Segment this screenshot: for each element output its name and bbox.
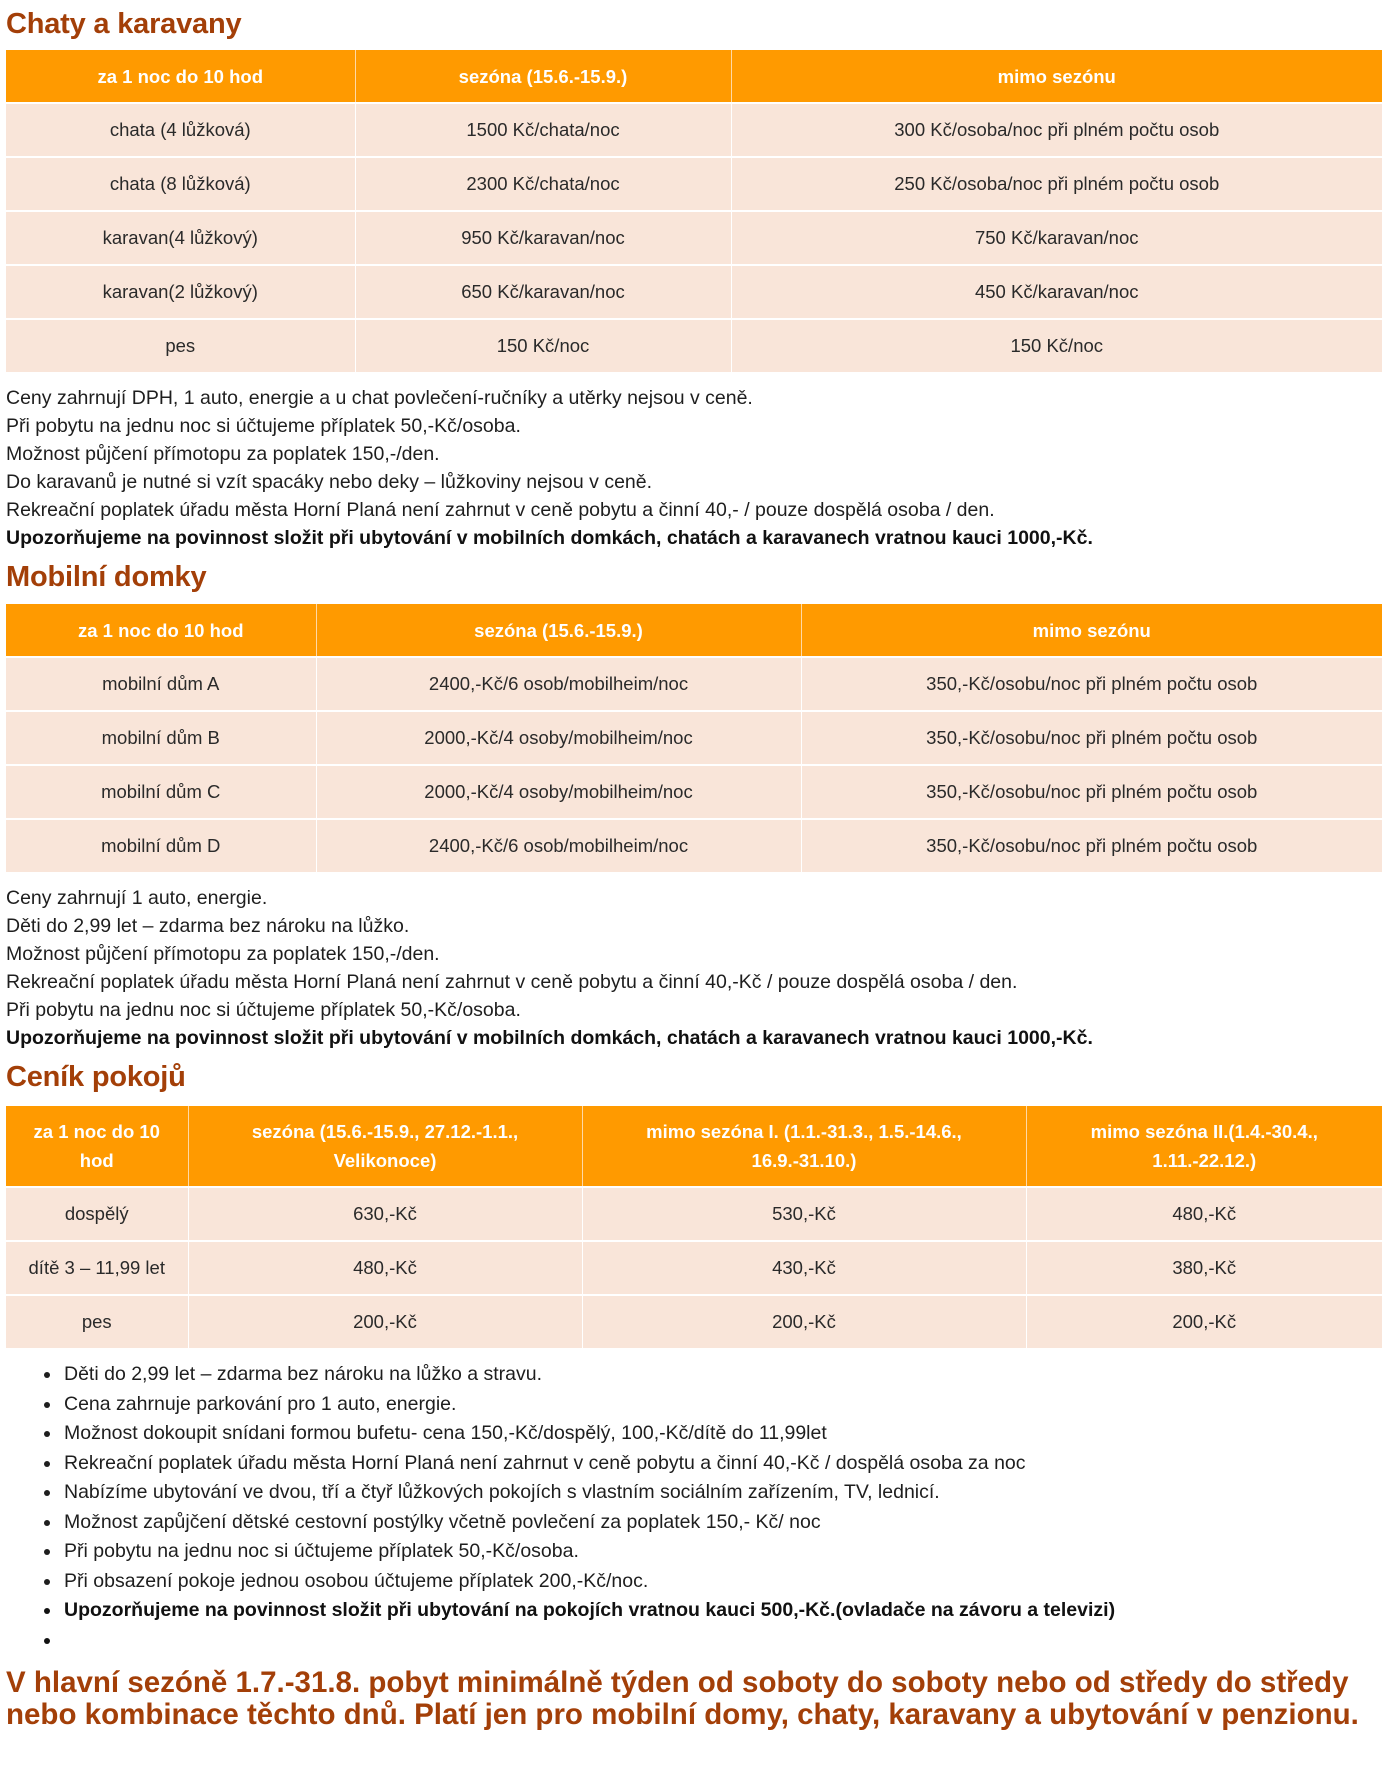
pokoje-price-table <box>6 1106 1382 1348</box>
pokoje-info-list <box>6 1348 1382 1655</box>
table-cell: mobilní dům B <box>6 711 316 765</box>
note-line: Při pobytu na jednu noc si účtujeme příplatek 50,-Kč/osoba. <box>6 999 521 1021</box>
chaty-price-table <box>6 50 1382 372</box>
table-row <box>6 765 1382 819</box>
table-cell: 380,-Kč <box>1026 1241 1382 1295</box>
table-cell: 2000,-Kč/4 osoby/mobilheim/noc <box>316 765 801 819</box>
list-item: • Rekreační poplatek úřadu města Horní Planá není zahrnut v ceně pobytu a činní 40,-Kč / dospělá osoba za noc <box>62 1449 1382 1479</box>
chaty-notes <box>6 372 1382 552</box>
list-item: • Nabízíme ubytování ve dvou, tří a čtyř lůžkových pokojích s vlastním sociálním zařízením, TV, lednicí. <box>62 1478 1382 1508</box>
column-header: sezóna (15.6.-15.9.) <box>355 50 731 103</box>
list-item: • Možnost zapůjčení dětské cestovní postýlky včetně povlečení za poplatek 150,- Kč/ noc <box>62 1508 1382 1538</box>
table-row <box>6 657 1382 711</box>
list-item: • Při obsazení pokoje jednou osobou účtujeme příplatek 200,-Kč/noc. <box>62 1567 1382 1597</box>
section-title-mobilni-domky: Mobilní domky <box>6 561 207 593</box>
table-cell: 250 Kč/osoba/noc při plném počtu osob <box>731 157 1382 211</box>
table-cell: 430,-Kč <box>582 1241 1026 1295</box>
table-header-row <box>6 604 1382 657</box>
table-cell: 480,-Kč <box>188 1241 582 1295</box>
table-cell: 200,-Kč <box>582 1295 1026 1348</box>
table-cell: 480,-Kč <box>1026 1187 1382 1241</box>
table-row <box>6 265 1382 319</box>
table-cell: 1500 Kč/chata/noc <box>355 103 731 157</box>
note-line: Rekreační poplatek úřadu města Horní Planá není zahrnut v ceně pobytu a činní 40,- / pouze dospělá osoba / den. <box>6 499 995 521</box>
table-cell: 350,-Kč/osobu/noc při plném počtu osob <box>801 657 1382 711</box>
list-item: • Děti do 2,99 let – zdarma bez nároku na lůžko a stravu. <box>62 1360 1382 1390</box>
table-row <box>6 819 1382 872</box>
table-cell: 200,-Kč <box>188 1295 582 1348</box>
table-cell: dospělý <box>6 1187 188 1241</box>
note-line: Ceny zahrnují 1 auto, energie. <box>6 887 268 909</box>
table-row <box>6 103 1382 157</box>
list-item: • Při pobytu na jednu noc si účtujeme příplatek 50,-Kč/osoba. <box>62 1537 1382 1567</box>
table-row <box>6 1187 1382 1241</box>
note-line: Děti do 2,99 let – zdarma bez nároku na lůžko. <box>6 915 410 937</box>
table-cell: 650 Kč/karavan/noc <box>355 265 731 319</box>
column-header: za 1 noc do 10 hod <box>6 50 355 103</box>
section-title-chaty: Chaty a karavany <box>6 8 242 40</box>
table-header-row <box>6 1106 1382 1187</box>
section-title-cenik-pokoju: Ceník pokojů <box>6 1061 186 1093</box>
column-header: mimo sezónu <box>731 50 1382 103</box>
deposit-notice: Upozorňujeme na povinnost složit při ubytování v mobilních domkách, chatách a karavanech vratnou kauci 1000,-Kč. <box>6 527 1093 549</box>
main-season-notice: V hlavní sezóně 1.7.-31.8. pobyt minimálně týden od soboty do soboty nebo od středy do středy nebo kombinace těchto dnů. Platí jen pro mobilní domy, chaty, karavany a ubytování v penzionu. <box>6 1666 1359 1731</box>
column-header: mimo sezóna I. (1.1.-31.3., 1.5.-14.6., 16.9.-31.10.) <box>582 1106 1026 1187</box>
table-cell: pes <box>6 1295 188 1348</box>
table-row <box>6 211 1382 265</box>
column-header: za 1 noc do 10 hod <box>6 1106 188 1187</box>
table-cell: 530,-Kč <box>582 1187 1026 1241</box>
note-line: Rekreační poplatek úřadu města Horní Planá není zahrnut v ceně pobytu a činní 40,-Kč / pouze dospělá osoba / den. <box>6 971 1018 993</box>
deposit-notice: Upozorňujeme na povinnost složit při ubytování v mobilních domkách, chatách a karavanech vratnou kauci 1000,-Kč. <box>6 1027 1093 1049</box>
column-header: za 1 noc do 10 hod <box>6 604 316 657</box>
table-cell: karavan(2 lůžkový) <box>6 265 355 319</box>
table-cell: 630,-Kč <box>188 1187 582 1241</box>
table-row <box>6 319 1382 372</box>
table-cell: mobilní dům C <box>6 765 316 819</box>
table-cell: 300 Kč/osoba/noc při plném počtu osob <box>731 103 1382 157</box>
note-line: Možnost půjčení přímotopu za poplatek 150,-/den. <box>6 943 440 965</box>
column-header: sezóna (15.6.-15.9.) <box>316 604 801 657</box>
table-row <box>6 1241 1382 1295</box>
table-cell: 350,-Kč/osobu/noc při plném počtu osob <box>801 711 1382 765</box>
table-cell: mobilní dům D <box>6 819 316 872</box>
mobilni-domky-notes <box>6 872 1382 1052</box>
table-cell: pes <box>6 319 355 372</box>
mobilni-domky-price-table <box>6 604 1382 872</box>
table-cell: 2400,-Kč/6 osob/mobilheim/noc <box>316 657 801 711</box>
note-line: Ceny zahrnují DPH, 1 auto, energie a u chat povlečení-ručníky a utěrky nejsou v ceně. <box>6 387 753 409</box>
table-cell: karavan(4 lůžkový) <box>6 211 355 265</box>
table-cell: 750 Kč/karavan/noc <box>731 211 1382 265</box>
list-item-empty <box>62 1626 1382 1656</box>
table-cell: dítě 3 – 11,99 let <box>6 1241 188 1295</box>
table-cell: 150 Kč/noc <box>731 319 1382 372</box>
column-header: sezóna (15.6.-15.9., 27.12.-1.1., Velikonoce) <box>188 1106 582 1187</box>
table-cell: 950 Kč/karavan/noc <box>355 211 731 265</box>
table-cell: mobilní dům A <box>6 657 316 711</box>
table-cell: 200,-Kč <box>1026 1295 1382 1348</box>
deposit-notice: • Upozorňujeme na povinnost složit při ubytování na pokojích vratnou kauci 500,-Kč.(ovladače na závoru a televizi) <box>62 1596 1382 1626</box>
column-header: mimo sezónu <box>801 604 1382 657</box>
table-cell: 450 Kč/karavan/noc <box>731 265 1382 319</box>
table-cell: 350,-Kč/osobu/noc při plném počtu osob <box>801 819 1382 872</box>
note-line: Do karavanů je nutné si vzít spacáky nebo deky – lůžkoviny nejsou v ceně. <box>6 471 653 493</box>
table-row <box>6 1295 1382 1348</box>
note-line: Při pobytu na jednu noc si účtujeme příplatek 50,-Kč/osoba. <box>6 415 521 437</box>
table-cell: 350,-Kč/osobu/noc při plném počtu osob <box>801 765 1382 819</box>
table-row <box>6 711 1382 765</box>
list-item: • Možnost dokoupit snídani formou bufetu- cena 150,-Kč/dospělý, 100,-Kč/dítě do 11,99let <box>62 1419 1382 1449</box>
note-line: Možnost půjčení přímotopu za poplatek 150,-/den. <box>6 443 440 465</box>
table-cell: chata (8 lůžková) <box>6 157 355 211</box>
table-cell: 150 Kč/noc <box>355 319 731 372</box>
table-cell: 2400,-Kč/6 osob/mobilheim/noc <box>316 819 801 872</box>
table-row <box>6 157 1382 211</box>
table-header-row <box>6 50 1382 103</box>
table-cell: 2000,-Kč/4 osoby/mobilheim/noc <box>316 711 801 765</box>
list-item: • Cena zahrnuje parkování pro 1 auto, energie. <box>62 1390 1382 1420</box>
table-cell: 2300 Kč/chata/noc <box>355 157 731 211</box>
table-cell: chata (4 lůžková) <box>6 103 355 157</box>
column-header: mimo sezóna II.(1.4.-30.4., 1.11.-22.12.) <box>1026 1106 1382 1187</box>
